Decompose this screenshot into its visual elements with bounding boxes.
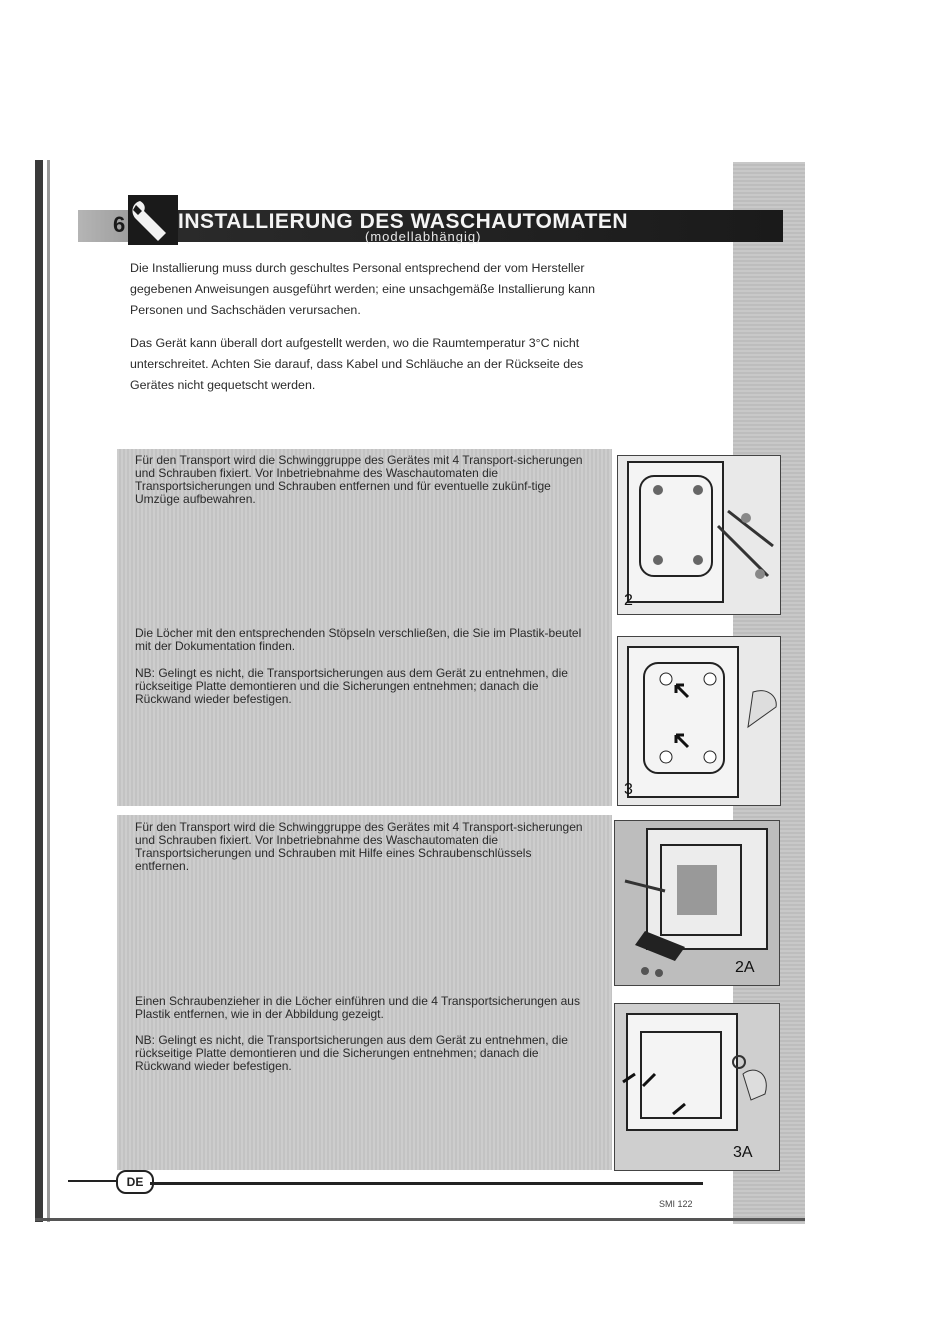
wrench-icon: [128, 195, 178, 245]
figure-2: [617, 455, 781, 615]
bottom-rule: [35, 1218, 805, 1221]
footer-rule-left: [68, 1180, 118, 1182]
box1-para-3: NB: Gelingt es nicht, die Transportsicherungen aus dem Gerät zu entnehmen, die rückseitige Platte demontieren und die Sicherungen entnehmen; danach die Rückwand wieder befestigen.: [135, 666, 568, 706]
instruction-box-1: [117, 449, 612, 806]
figure-3-label: 3: [624, 781, 633, 798]
language-badge: DE: [116, 1170, 154, 1194]
figure-2-label: 2: [624, 592, 633, 609]
washer-back-plugs-illustration: [618, 637, 780, 805]
figure-3a-label: 3A: [733, 1144, 753, 1161]
box2-para-3: NB: Gelingt es nicht, die Transportsicherungen aus dem Gerät zu entnehmen, die rückseitige Platte demontieren und die Sicherungen entnehmen; danach die Rückwand wieder befestigen.: [135, 1033, 568, 1073]
figure-2a: [614, 820, 780, 986]
figure-2a-label: 2A: [735, 959, 755, 976]
box1-para-1: Für den Transport wird die Schwinggruppe des Gerätes mit 4 Transport-sicherungen und Schrauben fixiert. Vor Inbetriebnahme des Waschautomaten die Transportsicherungen und Schrauben entfernen und für eventuelle zukünf-tige Umzüge aufbewahren.: [135, 453, 583, 506]
page-title: INSTALLIERUNG DES WASCHAUTOMATEN: [178, 210, 628, 233]
box2-para-2: Einen Schraubenzieher in die Löcher einführen und die 4 Transportsicherungen aus Plastik entfernen, wie in der Abbildung gezeigt.: [135, 994, 580, 1021]
intro-paragraph-1: Die Installierung muss durch geschultes Personal entsprechend der vom Hersteller gegebenen Anweisungen ausgeführt werden; eine unsachgemäße Installierung kann Personen und Sachschäden verursachen.: [130, 261, 595, 317]
box1-para-2: Die Löcher mit den entsprechenden Stöpseln verschließen, die Sie im Plastik-beutel mit der Dokumentation finden.: [135, 626, 582, 653]
washer-screwdriver-illustration: [615, 1004, 779, 1170]
scan-edge-left: [35, 160, 43, 1222]
page-subtitle: (modellabhängig): [365, 229, 482, 244]
box2-para-1: Für den Transport wird die Schwinggruppe des Gerätes mit 4 Transport-sicherungen und Schrauben fixiert. Vor Inbetriebnahme des Waschautomaten die Transportsicherungen und Schrauben mit Hilfe eines Schraubenschlüssels entfernen.: [135, 820, 583, 873]
figure-3a: [614, 1003, 780, 1171]
document-code: SMI 122: [659, 1199, 693, 1209]
intro-paragraph-2: Das Gerät kann überall dort aufgestellt werden, wo die Raumtemperatur 3°C nicht unterschreitet. Achten Sie darauf, dass Kabel und Schläuche an der Rückseite des Gerätes nicht gequetscht werden.: [130, 336, 584, 392]
scan-edge-left-inner: [47, 160, 50, 1222]
instruction-box-2: [117, 815, 612, 1170]
washer-back-bolts-illustration: [618, 456, 780, 614]
section-number: 6: [113, 212, 126, 237]
footer-rule: [150, 1182, 703, 1185]
figure-3: [617, 636, 781, 806]
